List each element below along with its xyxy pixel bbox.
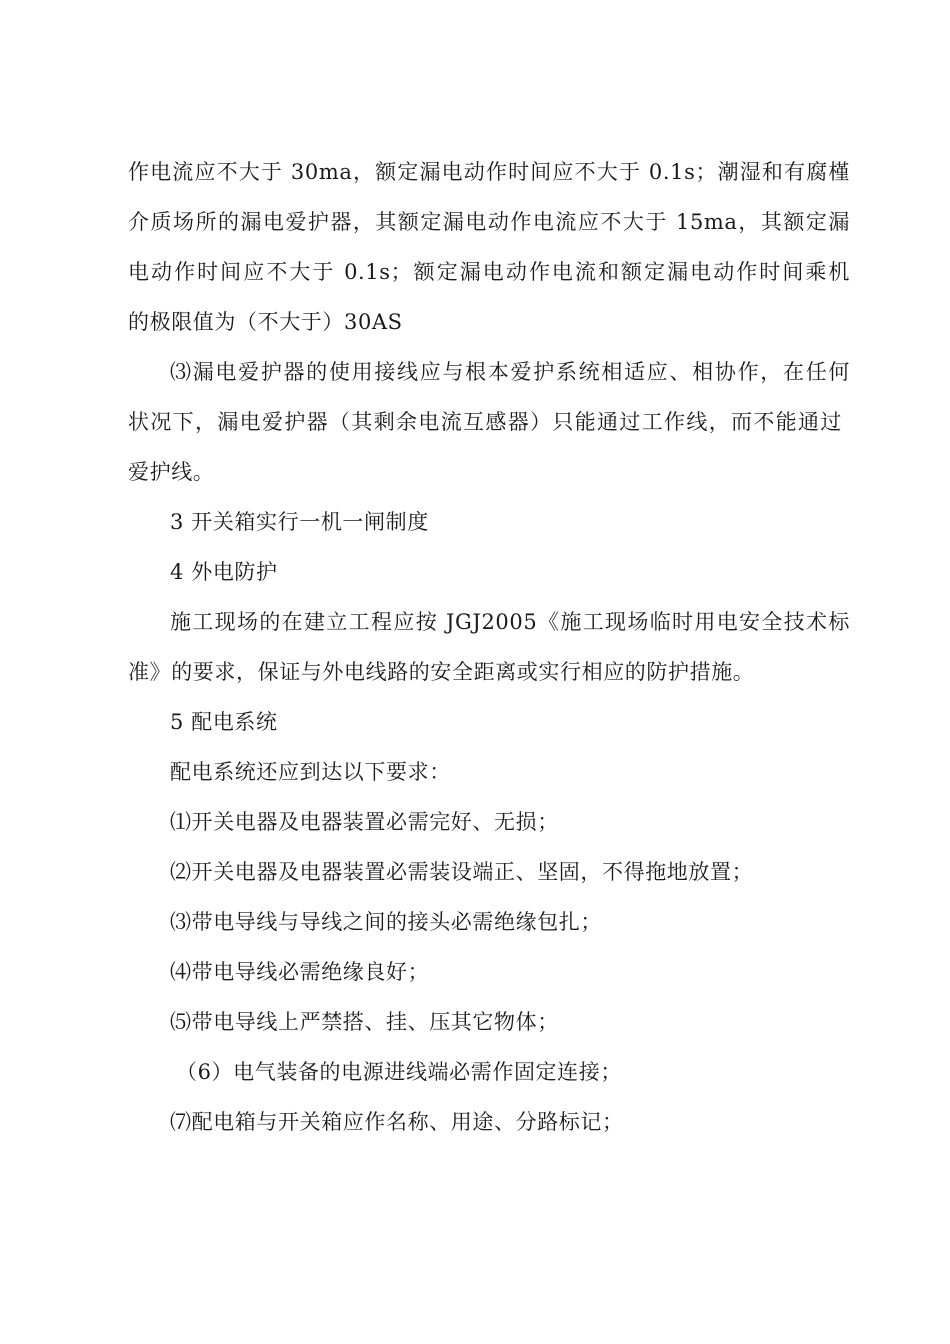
requirement-item-4: ⑷带电导线必需绝缘良好； [170, 960, 430, 984]
section-heading-5: 5 配电系统 [170, 710, 278, 734]
body-line-3: 电动作时间应不大于 0.1s；额定漏电动作电流和额定漏电动作时间乘机 [128, 260, 850, 284]
requirement-item-6: （6）电气装备的电源进线端必需作固定连接； [176, 1060, 622, 1084]
requirement-item-2: ⑵开关电器及电器装置必需装设端正、坚固，不得拖地放置； [170, 860, 754, 884]
section-heading-3: 3 开关箱实行一机一闸制度 [170, 510, 429, 534]
paragraph-3-line-3: 爱护线。 [128, 460, 215, 484]
body-line-2: 介质场所的漏电爱护器，其额定漏电动作电流应不大于 15ma，其额定漏 [128, 210, 850, 234]
paragraph-3-line-1: ⑶漏电爱护器的使用接线应与根本爱护系统相适应、相协作，在任何 [170, 360, 850, 384]
external-protection-line-1: 施工现场的在建立工程应按 JGJ2005《施工现场临时用电安全技术标 [170, 610, 850, 634]
distribution-intro: 配电系统还应到达以下要求： [170, 760, 451, 784]
requirement-item-7: ⑺配电箱与开关箱应作名称、用途、分路标记； [170, 1110, 624, 1134]
body-line-4: 的极限值为（不大于）30AS [128, 310, 403, 334]
section-heading-4: 4 外电防护 [170, 560, 278, 584]
paragraph-3-line-2: 状况下，漏电爱护器（其剩余电流互感器）只能通过工作线，而不能通过 [128, 410, 842, 434]
body-line-1: 作电流应不大于 30ma，额定漏电动作时间应不大于 0.1s；潮湿和有腐槿 [128, 160, 850, 184]
requirement-item-5: ⑸带电导线上严禁搭、挂、压其它物体； [170, 1010, 559, 1034]
requirement-item-3: ⑶带电导线与导线之间的接头必需绝缘包扎； [170, 910, 602, 934]
requirement-item-1: ⑴开关电器及电器装置必需完好、无损； [170, 810, 559, 834]
external-protection-line-2: 准》的要求，保证与外电线路的安全距离或实行相应的防护措施。 [128, 660, 755, 684]
